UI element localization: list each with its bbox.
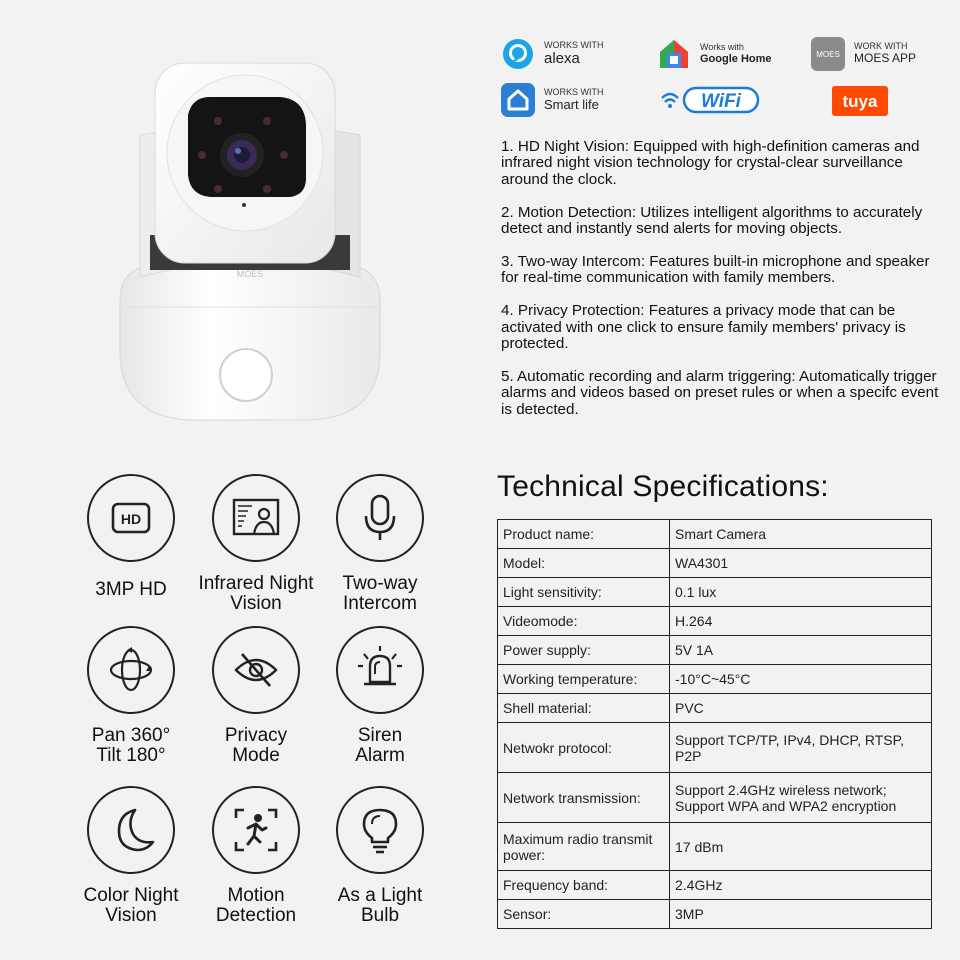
feature-label: 3MP HD bbox=[95, 579, 167, 600]
google-home-small-text: Works with bbox=[700, 42, 744, 52]
compatibility-badges bbox=[500, 32, 920, 122]
spec-key: Model: bbox=[498, 549, 670, 578]
feature-item: 4. Privacy Protection: Features a privacy mode that can be activated with one click to ensure family members' privacy is protected. bbox=[501, 302, 906, 353]
rotate-icon bbox=[105, 644, 157, 696]
camera-brand-text: MOES bbox=[236, 269, 264, 279]
feature-icons-grid bbox=[60, 470, 440, 950]
spec-title: Technical Specifications: bbox=[497, 470, 829, 503]
wifi-text: WiFi bbox=[701, 91, 741, 112]
moes-large-text: MOES APP bbox=[854, 51, 917, 66]
light-bulb-icon bbox=[354, 802, 406, 858]
feature-label: Motion Detection bbox=[215, 885, 297, 926]
crescent-moon-icon bbox=[105, 804, 157, 856]
table-row bbox=[498, 823, 932, 871]
feature-label: Siren Alarm bbox=[355, 725, 405, 766]
google-home-large-text: Google Home bbox=[700, 52, 772, 65]
spec-key: Product name: bbox=[498, 520, 670, 549]
feature-icon-infrared bbox=[191, 474, 321, 614]
spec-value: PVC bbox=[670, 694, 932, 723]
spec-key: Working temperature: bbox=[498, 665, 670, 694]
google-home-icon bbox=[656, 36, 692, 72]
hd-text: HD bbox=[120, 511, 142, 527]
moes-badge bbox=[810, 36, 916, 72]
motion-person-icon bbox=[230, 804, 282, 856]
spec-key: Maximum radio transmit power: bbox=[498, 823, 670, 871]
smart-life-badge bbox=[500, 82, 604, 118]
spec-value: Smart Camera bbox=[670, 520, 932, 549]
spec-key: Sensor: bbox=[498, 900, 670, 929]
spec-value: 17 dBm bbox=[670, 823, 932, 871]
features-list bbox=[501, 139, 941, 435]
spec-value: H.264 bbox=[670, 607, 932, 636]
alexa-large-text: alexa bbox=[544, 49, 580, 67]
spec-value: 3MP bbox=[670, 900, 932, 929]
microphone-icon bbox=[356, 492, 404, 544]
spec-key: Frequency band: bbox=[498, 871, 670, 900]
night-vision-icon bbox=[230, 492, 282, 544]
table-row bbox=[498, 694, 932, 723]
spec-value: Support TCP/TP, IPv4, DHCP, RTSP, P2P bbox=[670, 723, 932, 773]
feature-icon-privacy bbox=[191, 626, 321, 766]
smart-life-small-text: WORKS WITH bbox=[544, 86, 604, 97]
table-row bbox=[498, 578, 932, 607]
wifi-badge bbox=[660, 86, 760, 114]
spec-key: Light sensitivity: bbox=[498, 578, 670, 607]
google-home-badge bbox=[656, 36, 772, 72]
table-row bbox=[498, 723, 932, 773]
table-row bbox=[498, 665, 932, 694]
feature-icon-motion bbox=[191, 786, 321, 926]
tuya-text: tuya bbox=[842, 92, 878, 111]
tuya-logo-icon bbox=[832, 86, 888, 116]
spec-value: Support 2.4GHz wireless network; Support WPA and WPA2 encryption bbox=[670, 773, 932, 823]
table-row bbox=[498, 520, 932, 549]
alexa-badge bbox=[500, 36, 604, 72]
feature-icon-pan-tilt bbox=[66, 626, 196, 766]
feature-label: Privacy Mode bbox=[224, 725, 288, 766]
moes-small-text: WORK WITH bbox=[854, 41, 908, 52]
eye-slash-icon bbox=[230, 644, 282, 696]
feature-icon-light-bulb bbox=[315, 786, 445, 926]
table-row bbox=[498, 900, 932, 929]
feature-label: Two-way Intercom bbox=[342, 573, 418, 614]
feature-label: Pan 360° Tilt 180° bbox=[91, 725, 171, 766]
feature-label: Infrared Night Vision bbox=[198, 573, 314, 614]
spec-value: 2.4GHz bbox=[670, 871, 932, 900]
smart-life-house-icon bbox=[500, 82, 536, 118]
moes-logo-text: MOES bbox=[816, 50, 840, 59]
tuya-badge bbox=[832, 86, 888, 116]
feature-icon-siren bbox=[315, 626, 445, 766]
spec-table bbox=[497, 519, 932, 929]
spec-key: Videomode: bbox=[498, 607, 670, 636]
feature-label: As a Light Bulb bbox=[337, 885, 423, 926]
spec-key: Shell material: bbox=[498, 694, 670, 723]
feature-item: 1. HD Night Vision: Equipped with high-definition cameras and infrared night vision technology for crystal-clear surveillance around the clock. bbox=[501, 138, 920, 188]
feature-icon-intercom bbox=[315, 474, 445, 614]
table-row bbox=[498, 636, 932, 665]
moes-app-icon bbox=[810, 36, 846, 72]
alexa-ring-icon bbox=[500, 36, 536, 72]
feature-icon-3mp-hd bbox=[66, 474, 196, 600]
table-row bbox=[498, 871, 932, 900]
spec-key: Power supply: bbox=[498, 636, 670, 665]
camera-product-image bbox=[110, 55, 390, 435]
table-row bbox=[498, 549, 932, 578]
spec-value: WA4301 bbox=[670, 549, 932, 578]
table-row bbox=[498, 773, 932, 823]
table-row bbox=[498, 607, 932, 636]
smart-life-large-text: Smart life bbox=[544, 96, 599, 112]
spec-key: Netwokr protocol: bbox=[498, 723, 670, 773]
feature-item: 2. Motion Detection: Utilizes intelligent algorithms to accurately detect and instantly send alerts for moving objects. bbox=[501, 203, 923, 238]
feature-label: Color Night Vision bbox=[83, 885, 179, 926]
alexa-small-text: WORKS WITH bbox=[544, 39, 604, 50]
spec-value: 5V 1A bbox=[670, 636, 932, 665]
spec-key: Network transmission: bbox=[498, 773, 670, 823]
feature-item: 5. Automatic recording and alarm triggering: Automatically trigger alarms and videos based on preset rules or when a specifc event is detected. bbox=[501, 368, 939, 418]
hd-icon bbox=[107, 494, 155, 542]
feature-item: 3. Two-way Intercom: Features built-in microphone and speaker for real-time communication with family members. bbox=[501, 253, 930, 287]
wifi-logo-icon bbox=[660, 86, 760, 114]
spec-value: 0.1 lux bbox=[670, 578, 932, 607]
siren-bell-icon bbox=[354, 644, 406, 696]
spec-value: -10°C~45°C bbox=[670, 665, 932, 694]
feature-icon-color-night bbox=[66, 786, 196, 926]
